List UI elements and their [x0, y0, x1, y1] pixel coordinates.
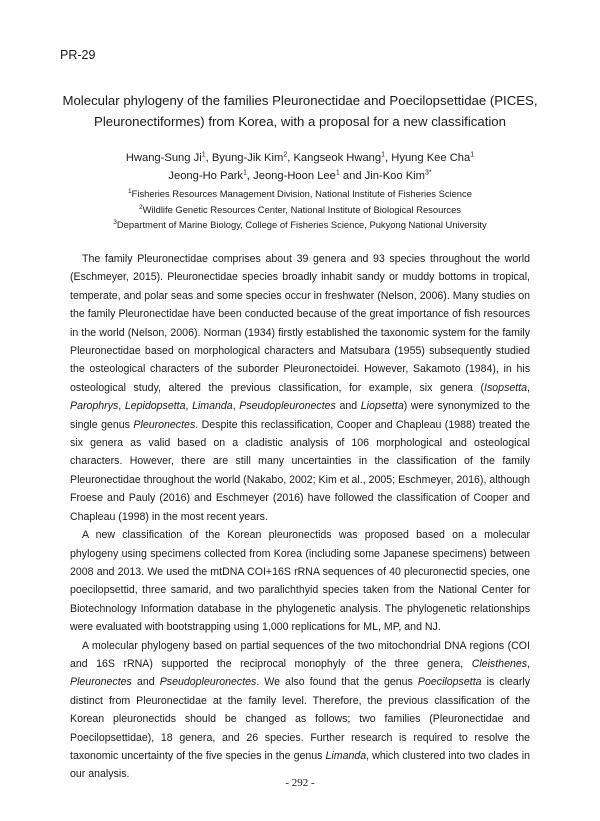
genus-name: Limanda	[192, 400, 233, 413]
author-name: Jeong-Ho Park	[168, 169, 244, 182]
paragraph-text: and	[131, 676, 160, 689]
affiliation-text: Fisheries Resources Management Division, National Institute of Fisheries Science	[131, 188, 472, 199]
affiliation	[40, 186, 560, 202]
paragraph-text: is clearly distinct from Pleuronectidae at the family level. Therefore, the previous classification of the Korean pleuronectids should be changed as follows; two families (Pleuronectidae and Poecilopsettidae), 18 genera, and 26 species. Further research is required to resolve the taxonomic uncertainty of the five species in the genus	[70, 676, 531, 762]
body-paragraph	[70, 526, 530, 636]
author-affil-mark: 1	[470, 151, 475, 159]
author-affil-mark: 1	[381, 151, 386, 159]
author-separator: ,	[385, 152, 392, 164]
paragraph-text: ,	[118, 400, 125, 413]
paragraph-text: A molecular phylogeny based on partial sequences of the two mitochondrial DNA regions (COI and 16S rRNA) supported the reciprocal monophyly of the three genera,	[70, 639, 530, 670]
paragraph-text: ,	[527, 381, 530, 394]
paragraph-text: . We also found that the genus	[256, 676, 418, 689]
author-name: Kangseok Hwang	[293, 152, 382, 164]
genus-name: Isopsetta	[484, 381, 528, 394]
title-line: Pleuronectiformes) from Korea, with a proposal for a new classification	[94, 114, 506, 129]
paragraph-text: The family Pleuronectidae comprises about 39 genera and 93 species throughout the world (Eschmeyer, 2015). Pleuronectidae species broadly inhabit sandy or muddy bottoms in tropical, temperate, and polar seas and some species occur in freshwater (Nelson, 2006). Many studies on the family Pleuronectidae have been conducted because of the great importance of fish resources in the world (Nelson, 2006). Norman (1934) firstly established the taxonomic system for the family Pleuronectidae based on morphological characters and Matsubara (1955) subsequently studied the osteological characters of the suborder Pleuronectoidei. However, Sakamoto (1984), in his osteological study, altered the previous classification, for example, six genera (	[70, 253, 530, 394]
body-paragraph	[70, 250, 530, 526]
genus-name: Lepidopsetta	[124, 400, 186, 413]
abstract-code: PR-29	[60, 48, 96, 62]
paper-title	[40, 90, 560, 132]
genus-name: Parophrys	[70, 400, 119, 413]
paragraph-text: ) were synonymized to the single genus	[70, 400, 530, 431]
paragraph-text: , which clustered into two clades in our analysis.	[70, 749, 531, 781]
author-line	[40, 168, 560, 186]
author-line	[40, 150, 560, 168]
paragraph-text: ,	[232, 400, 240, 413]
paragraph-text: ,	[527, 657, 530, 670]
affiliation	[40, 217, 560, 233]
author-list	[40, 150, 560, 185]
author-separator: ,	[287, 152, 294, 164]
affiliation-text: Wildlife Genetic Resources Center, National Institute of Biological Resources	[142, 203, 461, 215]
author-name: Jin-Koo Kim	[364, 169, 425, 182]
paragraph-text: A new classification of the Korean pleuronectids was proposed based on a molecular phylogeny using specimens collected from Korea (including some Japanese specimens) between 2008 and 2013. We used the mtDNA COI+16S rRNA sequences of 40 plecuronectid species, one poecilopsettid, three samarid, and two paralichthyid species taken from the National Center for Biotechnology Information database in the phylogenetic analysis. The phylogenetic relationships were evaluated with bootstrapping using 1,000 replications for ML, MP, and NJ.	[70, 529, 530, 634]
affiliation-mark: 1	[128, 187, 132, 195]
abstract-body	[70, 250, 530, 784]
genus-name: Liopsetta	[360, 400, 404, 413]
author-affil-mark: 1	[335, 168, 340, 176]
affiliation-text: Department of Marine Biology, College of Fisheries Science, Pukyong National University	[116, 219, 487, 230]
title-line: Molecular phylogeny of the families Pleuronectidae and Poecilopsettidae (PICES,	[62, 93, 538, 108]
author-name: Hwang-Sung Ji	[125, 152, 202, 164]
affiliation-mark: 3	[113, 218, 117, 226]
affiliation	[40, 202, 560, 218]
genus-name: Cleisthenes	[471, 657, 528, 670]
author-affil-mark: 2	[283, 151, 288, 159]
affiliation-list	[40, 186, 560, 233]
author-name: Jeong-Hoon Lee	[253, 169, 336, 182]
genus-name: Poecilopsetta	[417, 676, 482, 689]
author-name: Hyung Kee Cha	[391, 152, 471, 164]
author-and: and	[342, 169, 362, 182]
author-name: Byung-Jik Kim	[211, 152, 284, 164]
author-affil-mark: 3*	[424, 168, 432, 176]
genus-name: Limanda	[325, 749, 367, 762]
author-affil-mark: 1	[201, 151, 206, 159]
paragraph-text: and	[335, 400, 361, 413]
body-paragraph	[70, 637, 530, 784]
affiliation-mark: 2	[138, 203, 143, 211]
paragraph-text: . Despite this reclassification, Cooper and Chapleau (1988) treated the six genera as valid based on a cladistic analysis of 106 morphological and osteological characters. However, there are still many uncertainties in the classification of the family Pleuronectidae throughout the world (Nakabo, 2002; Kim et al., 2005; Eschmeyer, 2016), although Froese and Pauly (2016) and Eschmeyer (2016) have followed the classification of Cooper and Chapleau (1998) in the most recent years.	[70, 418, 530, 523]
paragraph-text: ,	[185, 400, 193, 413]
page-number: - 292 -	[285, 777, 315, 789]
genus-name: Pleuronectes	[133, 418, 196, 431]
genus-name: Pseudopleuronectes	[159, 676, 257, 689]
genus-name: Pleuronectes	[70, 676, 132, 689]
genus-name: Pseudopleuronectes	[239, 400, 336, 413]
author-separator: ,	[246, 169, 254, 182]
author-affil-mark: 1	[243, 168, 247, 176]
author-separator: ,	[205, 152, 212, 164]
